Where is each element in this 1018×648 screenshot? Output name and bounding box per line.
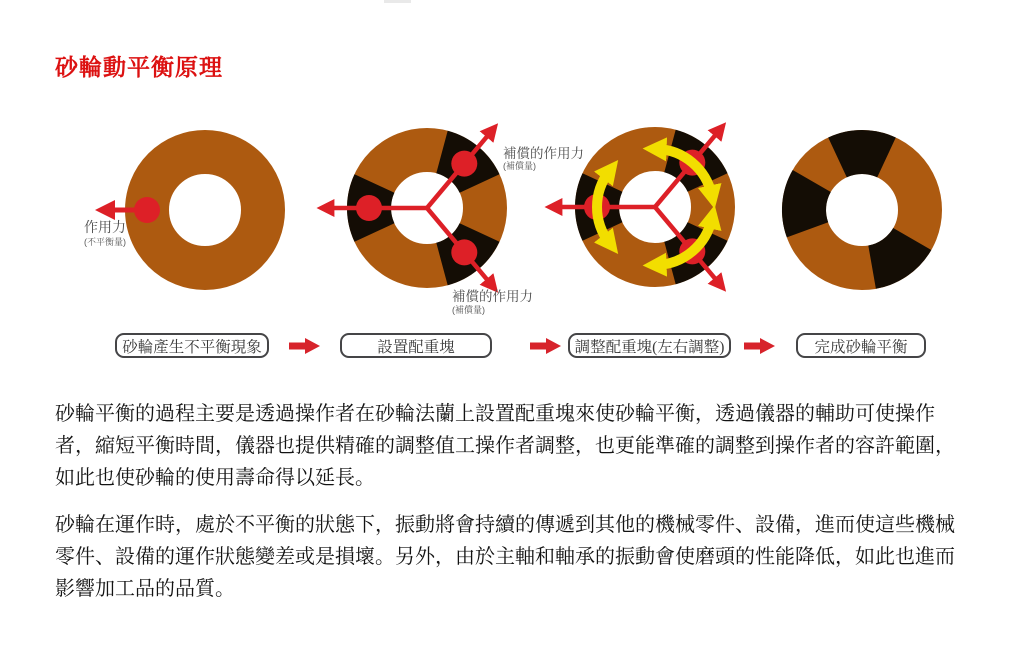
weight-point — [451, 151, 477, 177]
grinding-wheel-unbalanced — [109, 152, 263, 268]
compensation-label-top: 補償的作用力 — [503, 146, 584, 161]
scrollbar-artifact — [384, 0, 411, 3]
body-text — [55, 398, 971, 620]
weight-point — [356, 195, 382, 221]
paragraph-balancing-process — [55, 398, 971, 494]
force-label: 作用力 — [84, 219, 126, 235]
grinding-wheel-with-weights — [329, 131, 500, 286]
wheel-balancing-diagram — [0, 100, 1018, 335]
text-line: 零件、設備的運作狀態變差或是損壞。另外，由於主軸和軸承的振動會使磨頭的性能降低，如此也進而 — [55, 546, 955, 568]
compensation-sublabel-top: (補償量) — [503, 161, 536, 171]
text-line: 砂輪平衡的過程主要是透過操作者在砂輪法蘭上設置配重塊來使砂輪平衡，透過儀器的輔助可使操作 — [55, 403, 935, 425]
page-title: 砂輪動平衡原理 — [55, 55, 223, 80]
step-box-set-weights: 設置配重塊 — [340, 333, 492, 358]
compensation-sublabel-bottom: (補償量) — [452, 305, 485, 315]
text-line: 砂輪在運作時，處於不平衡的狀態下，振動將會持續的傳遞到其他的機械零件、設備，進而使這些機械 — [55, 514, 955, 536]
step-box-unbalance: 砂輪產生不平衡現象 — [115, 333, 269, 358]
text-line: 如此也使砂輪的使用壽命得以延長。 — [55, 467, 375, 489]
grinding-wheel-balanced — [782, 130, 931, 289]
text-line: 者，縮短平衡時間，儀器也提供精確的調整值工操作者調整，也更能準確的調整到操作者的容許範圍， — [55, 435, 955, 457]
force-sublabel: (不平衡量) — [84, 237, 126, 247]
step-arrow-icon — [530, 338, 561, 354]
wheel-ring — [147, 152, 263, 268]
step-arrow-icon — [744, 338, 775, 354]
text-line: 影響加工品的品質。 — [55, 578, 235, 600]
step-box-adjust-weights: 調整配重塊(左右調整) — [568, 333, 731, 358]
weight-point — [451, 239, 477, 265]
unbalance-point — [134, 197, 160, 223]
paragraph-vibration-effects — [55, 509, 971, 605]
step-box-balanced: 完成砂輪平衡 — [796, 333, 926, 358]
compensation-label-bottom: 補償的作用力 — [452, 289, 533, 304]
step-arrow-icon — [289, 338, 320, 354]
